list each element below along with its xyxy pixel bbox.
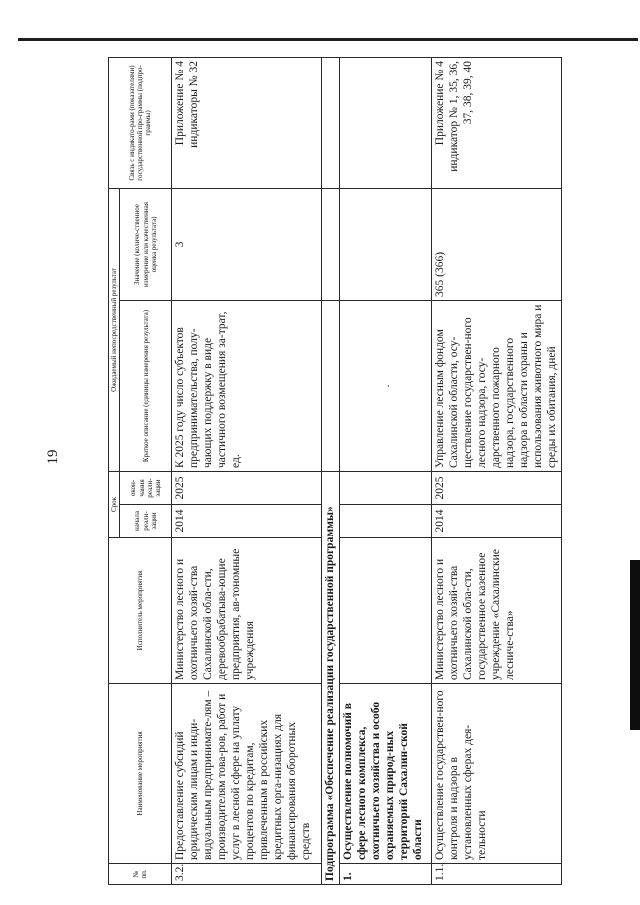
subprogram-title: Подпрограмма «Обеспечение реализации государственной программы» bbox=[322, 471, 340, 884]
row-3-2-num: 3.2. bbox=[172, 864, 322, 885]
header-row-1 bbox=[109, 57, 120, 884]
row-1-1-start: 2014 bbox=[432, 505, 562, 538]
header-expected: Ожидаемый непосредственный результат bbox=[109, 188, 120, 471]
header-num: № пп. bbox=[109, 864, 172, 885]
table-row-1 bbox=[340, 57, 432, 884]
row-1-1-desc: Управление лесным фондом Сахалинской области, осу-ществление государствен-ного лесного надзора, госу-дарственного пожарного надзора, государственного надзора в области охраны и использования животного мира и среды их обитания, дней bbox=[432, 300, 562, 471]
row-1-value bbox=[340, 188, 432, 300]
row-1-1-end: 2025 bbox=[432, 471, 562, 504]
subprogram-empty-desc bbox=[322, 300, 340, 471]
row-1-1-link: Приложение № 4 индикатор № 1, 35, 36, 37, 38, 39, 40 bbox=[432, 57, 562, 188]
subprogram-row bbox=[322, 57, 340, 884]
header-link: Связь с индикато-рами (показателями) государственной про-граммы (подпро-граммы) bbox=[109, 57, 172, 188]
header-term: Срок bbox=[109, 471, 120, 537]
row-3-2-start: 2014 bbox=[172, 505, 322, 538]
row-1-1-num: 1.1. bbox=[432, 864, 562, 885]
subprogram-empty-value bbox=[322, 188, 340, 300]
header-name: Наименование мероприятия bbox=[109, 684, 172, 864]
row-1-end bbox=[340, 471, 432, 504]
row-3-2-name: Предоставление субсидий юридическим лицам и инди-видуальным предпринимате-лям – производителям това-ров, работ и услуг в лесной сфере на уплату процентов по кредитам, привлеченным в российских кредитных орга-низациях для финансирования оборотных средств bbox=[172, 684, 322, 864]
row-3-2-desc: К 2025 году число субъектов предпринимательства, полу-чающих поддержку в виде частичного возмещения за-трат, ед. bbox=[172, 300, 322, 471]
header-term-end: окон-чания реали-зации bbox=[120, 471, 172, 504]
page-number: 19 bbox=[45, 449, 61, 465]
row-3-2-link: Приложение № 4 индикаторы № 32 bbox=[172, 57, 322, 188]
row-1-link bbox=[340, 57, 432, 188]
row-1-desc bbox=[340, 300, 432, 471]
row-1-1-name: Осуществление государствен-ного контроля и надзора в установленных сферах дея-тельности bbox=[432, 684, 562, 864]
row-1-1-value: 365 (366) bbox=[432, 188, 562, 300]
top-rule bbox=[18, 38, 638, 41]
row-1-num: 1. bbox=[340, 864, 432, 885]
header-expected-desc: Краткое описание (единицы измерения результата) bbox=[120, 300, 172, 471]
header-expected-value: Значение (количе-ственное измерение или качественная оценка результата) bbox=[120, 188, 172, 300]
row-3-2-end: 2025 bbox=[172, 471, 322, 504]
rotated-table-container bbox=[108, 58, 558, 885]
row-3-2-value: 3 bbox=[172, 188, 322, 300]
measures-table bbox=[108, 57, 562, 885]
header-term-start: начала реали-зации bbox=[120, 505, 172, 538]
table-row-3-2 bbox=[172, 57, 322, 884]
row-1-mark: . bbox=[380, 384, 393, 388]
row-1-start bbox=[340, 505, 432, 538]
scan-edge-mark bbox=[630, 560, 640, 730]
row-1-executor bbox=[340, 538, 432, 684]
row-1-name: Осуществление полномочий в сфере лесного комплекса, охотничьего хозяйства и особо охраняемых природ-ных территорий Сахалин-ской области bbox=[340, 684, 432, 864]
row-1-1-executor: Министерство лесного и охотничьего хозяй-ства Сахалинской обла-сти, государственное казенное учреждение «Сахалинские лесниче-ства» bbox=[432, 538, 562, 684]
table-row-1-1 bbox=[432, 57, 562, 884]
subprogram-empty-link bbox=[322, 57, 340, 188]
header-executor: Исполнитель мероприятия bbox=[109, 538, 172, 684]
row-3-2-executor: Министерство лесного и охотничьего хозяй-ства Сахалинской обла-сти, деревообрабатыва-ющие предприятия, ав-тономные учреждения bbox=[172, 538, 322, 684]
